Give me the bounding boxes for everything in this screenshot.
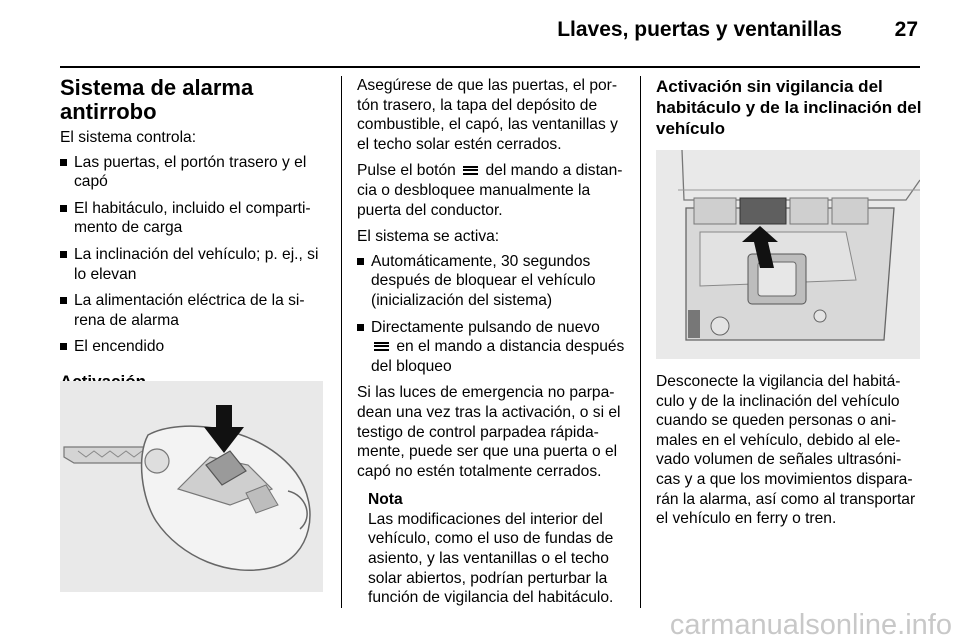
page-header (60, 14, 920, 50)
column-divider-2 (640, 76, 641, 608)
column-divider-1 (341, 76, 342, 608)
key-fob-illustration-icon (60, 381, 323, 592)
lock-button-icon (463, 166, 478, 175)
list-item: Las puertas, el portón trasero y el capó (60, 153, 328, 192)
overhead-console-illustration-icon (656, 150, 920, 359)
lock-button-icon (374, 342, 389, 351)
header-divider (60, 66, 920, 68)
section-heading-alarm: Sistema de alarma antirrobo (60, 75, 254, 124)
watermark: carmanualsonline.info (669, 609, 952, 641)
page-header-title: Llaves, puertas y ventanillas (557, 18, 842, 41)
paragraph-press-button: Pulse el botón del mando a distan-cia o desbloquee manualmente la puerta del conductor. (357, 162, 623, 219)
column-1 (60, 76, 328, 392)
list-item: El encendido (60, 337, 328, 357)
key-fob-figure (60, 381, 323, 592)
note-title: Nota (368, 491, 403, 509)
list-item: Directamente pulsando de nuevo en el mando a distancia después del bloqueo (357, 318, 625, 377)
column-3-body (656, 372, 924, 536)
paragraph-system-activates: El sistema se activa: (357, 228, 500, 246)
list-item: El habitáculo, incluido el comparti-mento de carga (60, 199, 328, 238)
column-2 (357, 76, 625, 608)
list-item: La inclinación del vehículo; p. ej., si lo elevan (60, 245, 328, 284)
page-number: 27 (894, 18, 918, 41)
note-box (357, 490, 625, 608)
activation-list (357, 252, 625, 377)
list-item: La alimentación eléctrica de la si-rena de alarma (60, 291, 328, 330)
note-text: Las modificaciones del interior del vehículo, como el uso de fundas de asiento, y las ventanillas o el techo solar abiertos, podrían perturbar la función de vigilancia del habitáculo. (368, 510, 614, 607)
intro-text: El sistema controla: (60, 129, 197, 146)
column-3 (656, 76, 924, 139)
list-item: Automáticamente, 30 segundos después de bloquear el vehículo (inicialización del sistema) (357, 252, 625, 311)
paragraph-disable-monitoring: Desconecte la vigilancia del habitá-culo y de la inclinación del vehículo cuando se queden personas o ani-males en el vehículo, debido al ele-vado volumen de señales ultrasóni-cas y a que los movimientos dispara-rán la alarma, así como al transportar el vehículo en ferry o tren. (656, 373, 916, 528)
console-button-figure (656, 150, 920, 359)
section-heading-no-monitoring: Activación sin vigilancia del habitáculo y de la inclinación del vehículo (656, 77, 922, 138)
paragraph-hazard-lights: Si las luces de emergencia no parpa-dean una vez tras la activación, o si el testigo de control parpadea rápida-mente, puede ser que una puerta o el capó no estén totalmente cerrados. (357, 384, 621, 480)
monitored-list (60, 153, 328, 357)
paragraph-check-closed: Asegúrese de que las puertas, el por-tón trasero, la tapa del depósito de combustible, el capó, las ventanillas y el techo solar estén cerrados. (357, 77, 618, 153)
